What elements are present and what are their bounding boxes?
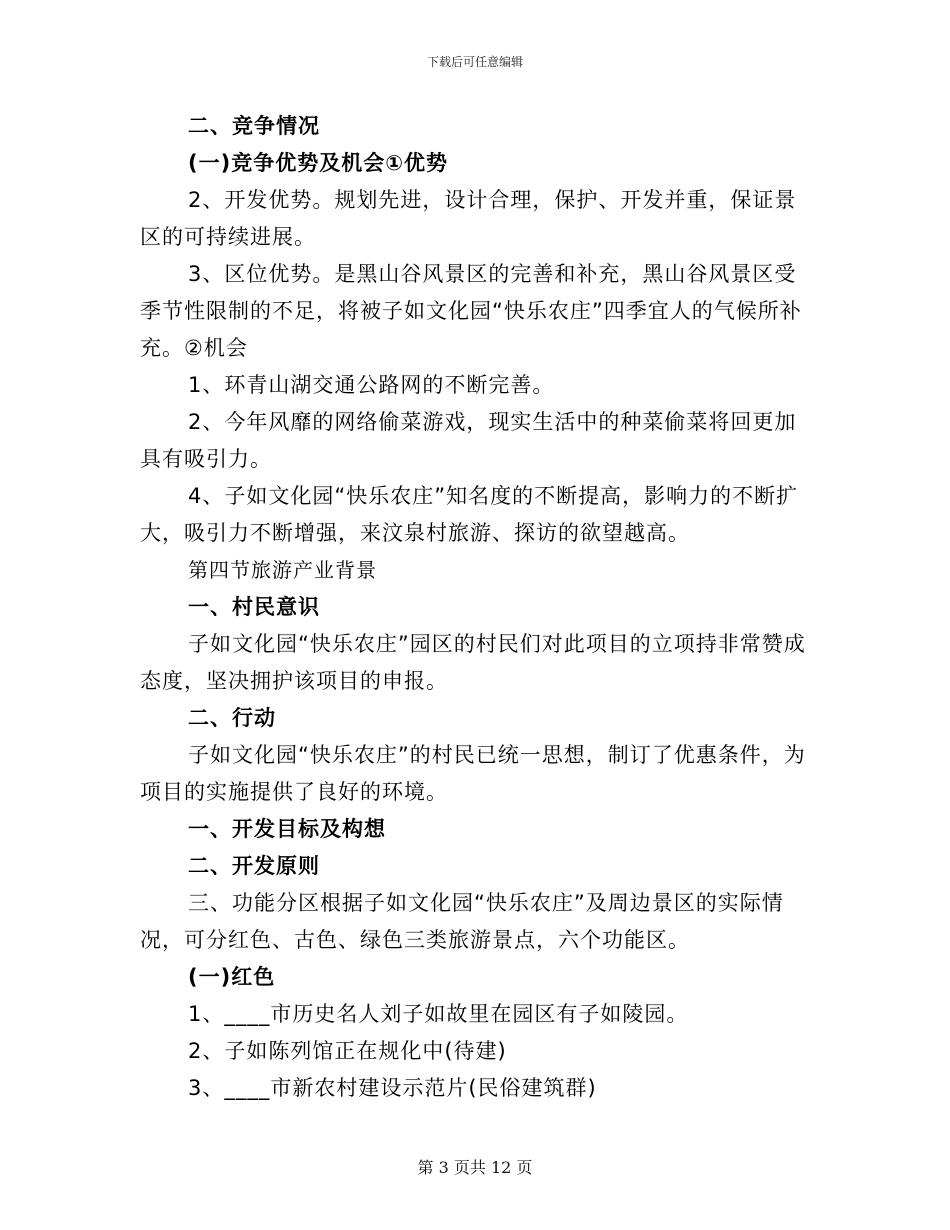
paragraph: 4、子如文化园“快乐农庄”知名度的不断提高，影响力的不断扩大，吸引力不断增强，来汶泉村旅游、探访的欲望越高。 [140, 484, 799, 545]
paragraph: 子如文化园“快乐农庄”的村民已统一思想，制订了优惠条件，为项目的实施提供了良好的环境。 [140, 743, 806, 804]
list-item: 3、____市新农村建设示范片(民俗建筑群) [188, 1076, 597, 1100]
list-item: 2、子如陈列馆正在规化中(待建) [188, 1039, 507, 1063]
list-item: 1、____市历史名人刘子如故里在园区有子如陵园。 [188, 1002, 689, 1026]
heading-villager-awareness: 一、村民意识 [188, 595, 320, 619]
paragraph: 三、功能分区根据子如文化园“快乐农庄”及周边景区的实际情况，可分红色、古色、绿色三类旅游景点，六个功能区。 [140, 891, 784, 952]
page-footer: 第 3 页共 12 页 [417, 1158, 533, 1177]
paragraph: 子如文化园“快乐农庄”园区的村民们对此项目的立项持非常赞成态度，坚决拥护该项目的申报。 [140, 632, 806, 693]
paragraph: 3、区位优势。是黑山谷风景区的完善和补充，黑山谷风景区受季节性限制的不足，将被子如文化园“快乐农庄”四季宜人的气候所补充。②机会 [140, 262, 802, 360]
heading-principles: 二、开发原则 [188, 854, 320, 878]
heading-competition: 二、竞争情况 [188, 114, 320, 138]
page-header: 下载后可任意编辑 [426, 55, 523, 69]
heading-advantages: (一)竞争优势及机会①优势 [188, 151, 448, 175]
paragraph: 2、开发优势。规划先进，设计合理，保护、开发并重，保证景区的可持续进展。 [140, 188, 797, 249]
heading-red: (一)红色 [188, 965, 276, 989]
paragraph: 2、今年风靡的网络偷菜游戏，现实生活中的种菜偷菜将回更加具有吸引力。 [140, 410, 797, 471]
heading-action: 二、行动 [188, 706, 276, 730]
heading-goals: 一、开发目标及构想 [188, 817, 386, 841]
paragraph: 1、环青山湖交通公路网的不断完善。 [188, 373, 555, 397]
document-body [140, 108, 808, 1107]
section-title: 第四节旅游产业背景 [188, 558, 377, 582]
